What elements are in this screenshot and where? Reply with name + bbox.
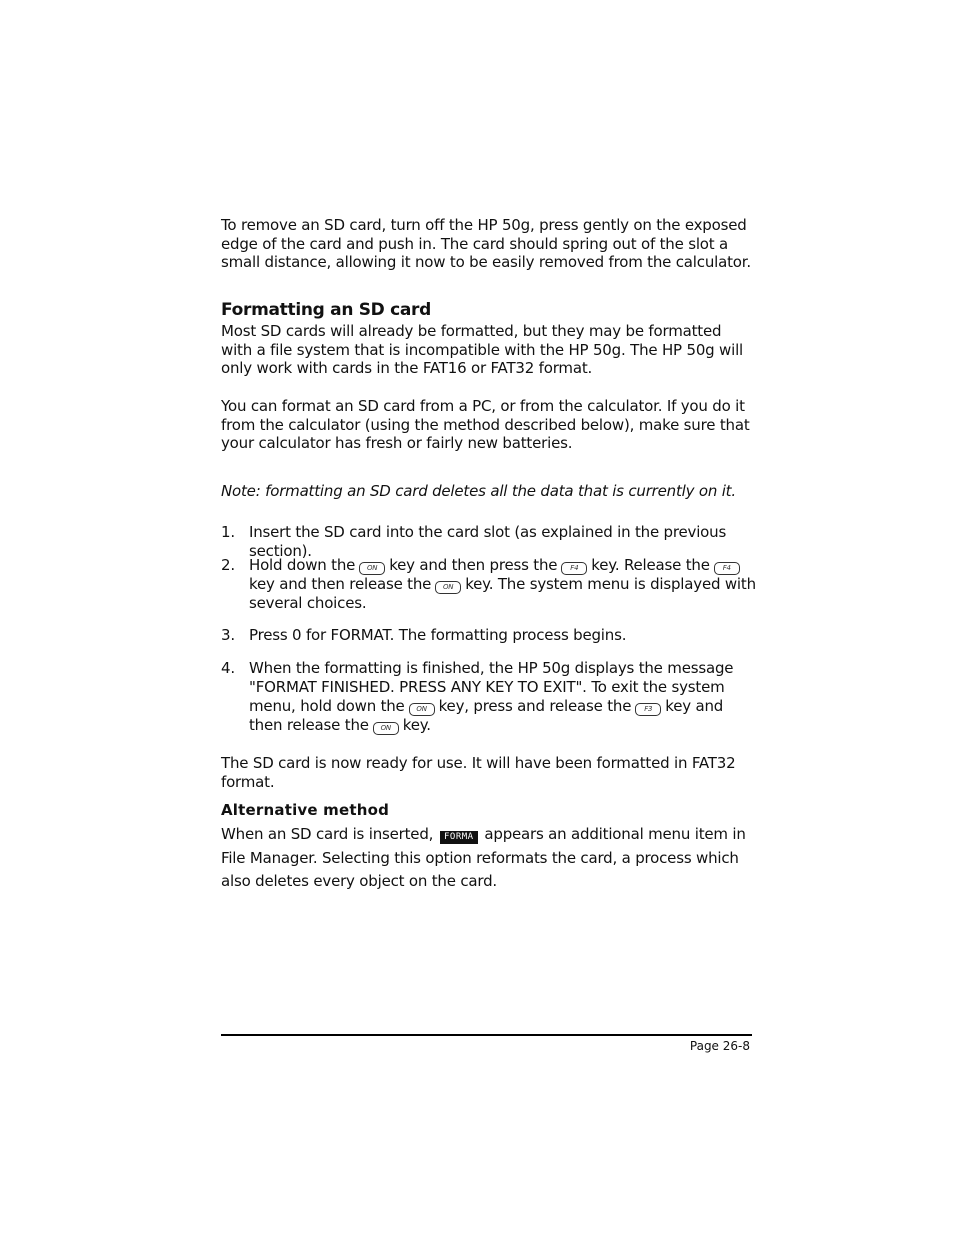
alternative-text-part: When an SD card is inserted, bbox=[221, 825, 434, 843]
step-number: 4. bbox=[221, 659, 235, 677]
step-text-part: key and then press the bbox=[389, 556, 558, 574]
alternative-paragraph bbox=[221, 823, 756, 894]
step-text bbox=[249, 556, 756, 613]
step-text-part: Hold down the bbox=[249, 556, 356, 574]
formatting-paragraph-1: Most SD cards will already be formatted, but they may be formatted with a file system that is incompatible with the HP 50g. The HP 50g will only work with cards in the FAT16 or FAT32 format. bbox=[221, 322, 744, 378]
f3-key-icon: F3 bbox=[635, 703, 661, 716]
page-number: Page 26-8 bbox=[689, 1039, 750, 1053]
step-text: Insert the SD card into the card slot (as explained in the previous section). bbox=[249, 523, 727, 560]
step-number: 2. bbox=[221, 556, 235, 574]
step-number: 1. bbox=[221, 523, 235, 541]
section-heading-alternative: Alternative method bbox=[221, 801, 390, 819]
alternative-text-part: appears an additional menu item in File Manager. Selecting this option reformats the card, a process which also deletes every object on the card. bbox=[221, 825, 746, 890]
on-key-icon: ON bbox=[359, 562, 385, 575]
f4-key-icon: F4 bbox=[561, 562, 587, 575]
step-text bbox=[249, 659, 756, 735]
step-number: 3. bbox=[221, 626, 235, 644]
on-key-icon: ON bbox=[373, 722, 399, 735]
step-2 bbox=[221, 556, 756, 613]
step-text-part: key. Release the bbox=[591, 556, 710, 574]
footer-rule bbox=[221, 1034, 752, 1036]
step-text-part: When the formatting is finished, the HP 50g displays the message "FORMAT FINISHED. PRESS ANY KEY TO EXIT". To exit the system menu, hold down the bbox=[249, 659, 734, 715]
step-text-part: key. The system menu is displayed with several choices. bbox=[249, 575, 756, 612]
step-4 bbox=[221, 659, 756, 735]
intro-paragraph: To remove an SD card, turn off the HP 50g, press gently on the exposed edge of the card and push in. The card should spring out of the slot a small distance, allowing it now to be easily removed from the calculator. bbox=[221, 216, 751, 272]
step-text-part: key. bbox=[402, 716, 431, 734]
step-text-part: key and then release the bbox=[249, 575, 432, 593]
closing-paragraph: The SD card is now ready for use. It will have been formatted in FAT32 format. bbox=[221, 754, 736, 791]
on-key-icon: ON bbox=[435, 581, 461, 594]
formatting-note: Note: formatting an SD card deletes all the data that is currently on it. bbox=[221, 482, 736, 500]
step-text: Press 0 for FORMAT. The formatting process begins. bbox=[249, 626, 627, 644]
step-text-part: key and then release the bbox=[249, 697, 724, 734]
format-menu-key-icon: FORMA bbox=[440, 831, 478, 844]
on-key-icon: ON bbox=[409, 703, 435, 716]
f4-key-icon: F4 bbox=[714, 562, 740, 575]
formatting-paragraph-2: You can format an SD card from a PC, or from the calculator. If you do it from the calculator (using the method described below), make sure that your calculator has fresh or fairly new batteries. bbox=[221, 397, 750, 453]
step-text-part: key, press and release the bbox=[438, 697, 632, 715]
section-heading-formatting: Formatting an SD card bbox=[221, 300, 432, 320]
step-3 bbox=[221, 626, 756, 645]
